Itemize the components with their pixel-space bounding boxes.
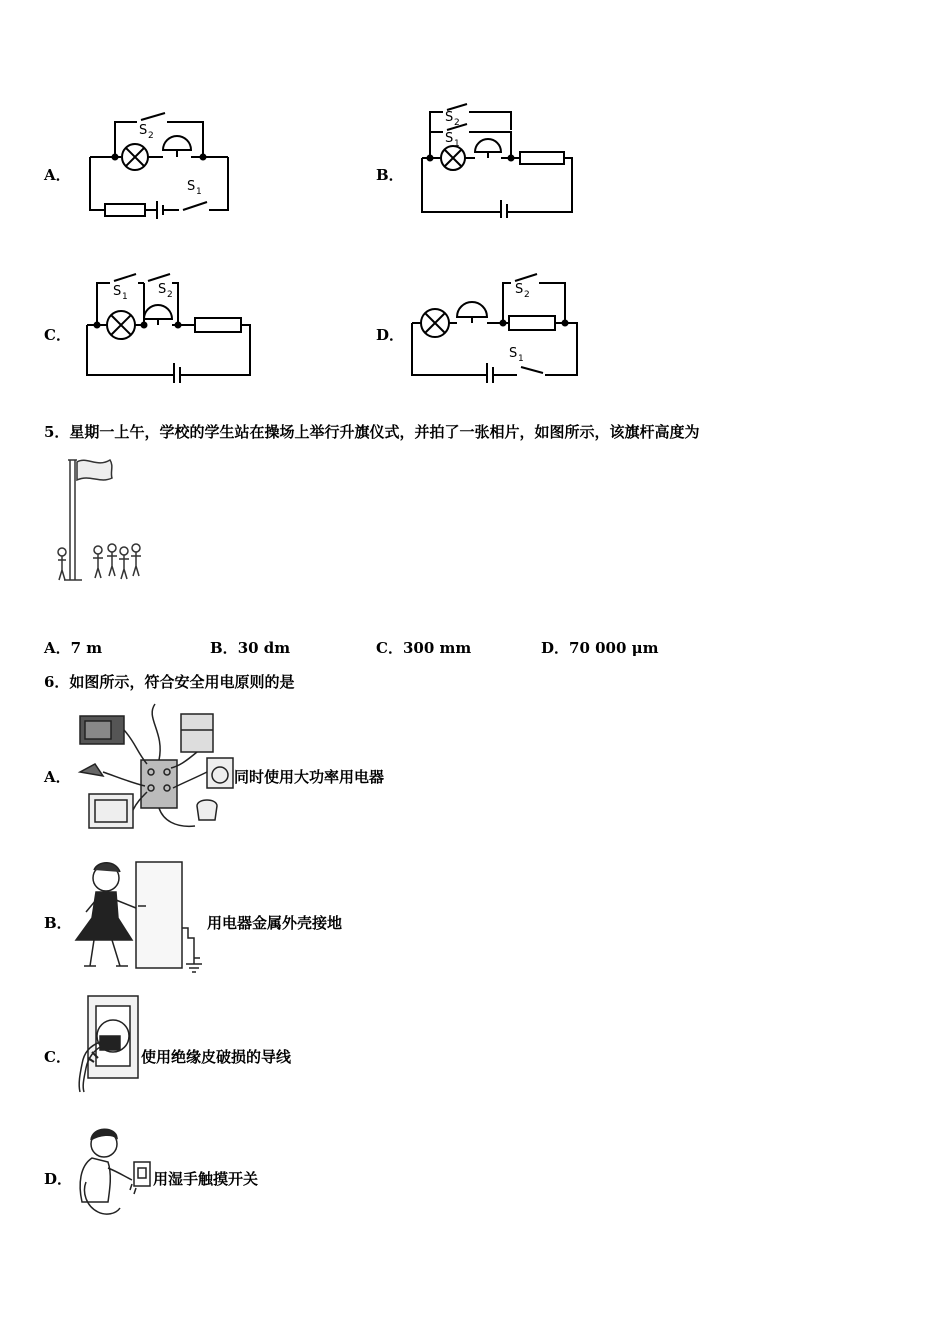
label-s1: S (187, 179, 196, 194)
option-a-label: A． (44, 166, 71, 184)
label-s1-sub: 1 (196, 187, 202, 197)
grounded-fridge-illustration (72, 858, 212, 976)
label-s1-sub: 1 (518, 354, 524, 364)
question-5-text: 5．星期一上午，学校的学生站在操场上举行升旗仪式，并拍了一张相片，如图所示，该旗杆高度为 (44, 423, 700, 441)
wet-hand-switch-illustration (72, 1122, 157, 1220)
flagpole-photo (52, 452, 147, 587)
label-s2-sub: 2 (454, 118, 460, 128)
label-s1-sub: 1 (454, 139, 460, 149)
label-s2-sub: 2 (524, 290, 530, 300)
q5-option-a: A．7 m (44, 639, 103, 657)
q6-caption-a: 同时使用大功率用电器 (234, 768, 385, 786)
overloaded-socket-illustration (75, 702, 235, 837)
q5-option-b: B．30 dm (210, 639, 291, 657)
label-s2-sub: 2 (167, 290, 173, 300)
q6-option-a-label: A． (44, 768, 71, 786)
label-s1: S (113, 284, 122, 299)
q6-caption-c: 使用绝缘皮破损的导线 (141, 1048, 292, 1066)
option-c-label: C． (44, 326, 71, 344)
label-s1: S (509, 346, 518, 361)
q6-option-b-label: B． (44, 914, 72, 932)
q5-option-d: D．70 000 μm (541, 639, 659, 657)
label-s2: S (515, 282, 524, 297)
option-d-label: D． (376, 326, 405, 344)
circuit-diagram-b (415, 100, 580, 218)
q6-option-c-label: C． (44, 1048, 71, 1066)
damaged-wire-illustration (72, 992, 144, 1094)
question-6-text: 6．如图所示，符合安全用电原则的是 (44, 673, 295, 691)
q5-option-c: C．300 mm (376, 639, 472, 657)
q6-option-d-label: D． (44, 1170, 73, 1188)
circuit-diagram-d (405, 265, 585, 383)
label-s2: S (445, 110, 454, 125)
label-s1-sub: 1 (122, 292, 128, 302)
circuit-diagram-a (85, 110, 235, 220)
q6-caption-b: 用电器金属外壳接地 (207, 914, 343, 932)
option-b-label: B． (376, 166, 404, 184)
q6-caption-d: 用湿手触摸开关 (153, 1170, 259, 1188)
label-s2-sub: 2 (148, 131, 154, 141)
label-s2: S (139, 123, 148, 138)
label-s2: S (158, 282, 167, 297)
label-s1: S (445, 131, 454, 146)
circuit-diagram-c (82, 265, 257, 383)
